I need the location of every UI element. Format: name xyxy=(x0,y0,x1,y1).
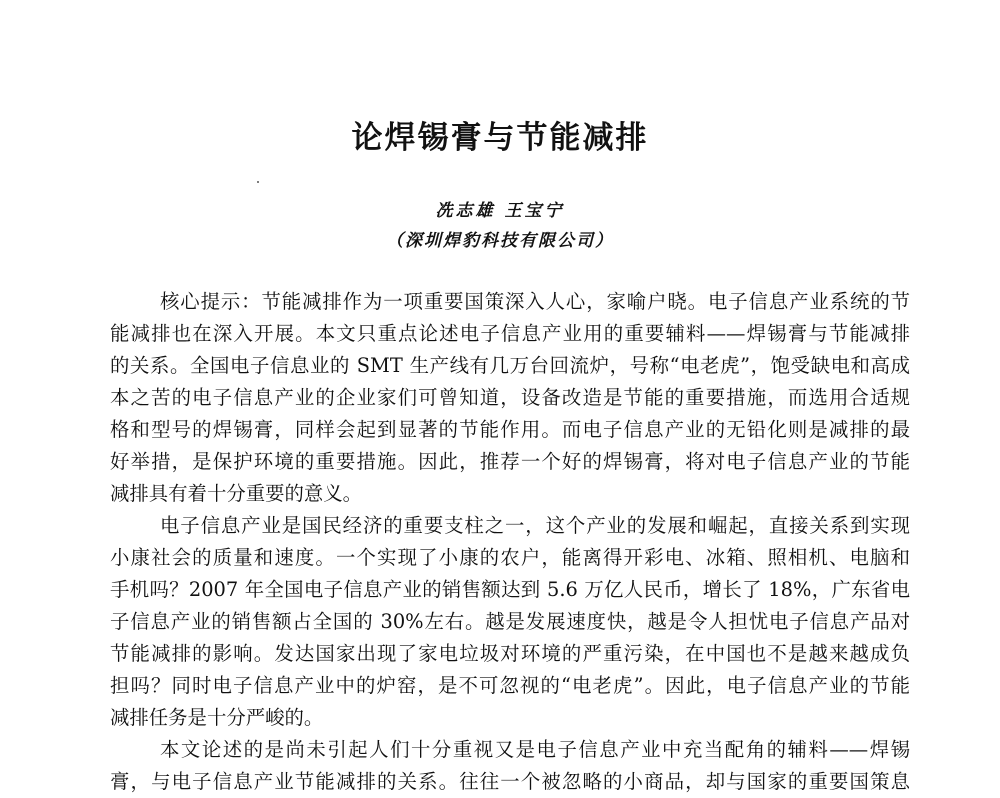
paper-body xyxy=(110,286,910,798)
body-line: 本之苦的电子信息产业的企业家们可曾知道，设备改造是节能的重要措施，而选用合适规 xyxy=(110,386,910,409)
body-line: 手机吗？2007 年全国电子信息产业的销售额达到 5.6 万亿人民币，增长了 18%，广东省电 xyxy=(110,578,910,601)
body-line: 子信息产业的销售额占全国的 30%左右。越是发展速度快，越是令人担忧电子信息产品对 xyxy=(110,610,910,633)
scan-speck xyxy=(257,181,259,183)
body-line: 的关系。全国电子信息业的 SMT 生产线有几万台回流炉，号称“电老虎”，饱受缺电和高成 xyxy=(110,354,910,377)
body-line: 本文论述的是尚未引起人们十分重视又是电子信息产业中充当配角的辅料——焊锡 xyxy=(160,738,910,761)
body-line: 膏，与电子信息产业节能减排的关系。往往一个被忽略的小商品，却与国家的重要国策息 xyxy=(110,770,910,793)
paper-title: 论焊锡膏与节能减排 xyxy=(351,120,649,156)
body-line: 好举措，是保护环境的重要措施。因此，推荐一个好的焊锡膏，将对电子信息产业的节能 xyxy=(110,450,910,473)
body-line: 减排任务是十分严峻的。 xyxy=(110,706,324,729)
body-line: 能减排也在深入开展。本文只重点论述电子信息产业用的重要辅料——焊锡膏与节能减排 xyxy=(110,322,910,345)
body-line: 减排具有着十分重要的意义。 xyxy=(110,482,363,505)
paper-affiliation: （深圳焊豹科技有限公司） xyxy=(386,231,614,251)
paper-authors: 冼志雄 王宝宁 xyxy=(435,201,565,221)
body-line: 核心提示：节能减排作为一项重要国策深入人心，家喻户晓。电子信息产业系统的节 xyxy=(160,290,910,313)
body-line: 节能减排的影响。发达国家出现了家电垃圾对环境的严重污染，在中国也不是越来越成负 xyxy=(110,642,910,665)
body-line: 电子信息产业是国民经济的重要支柱之一，这个产业的发展和崛起，直接关系到实现 xyxy=(160,514,910,537)
body-line: 担吗？同时电子信息产业中的炉窑，是不可忽视的“电老虎”。因此，电子信息产业的节能 xyxy=(110,674,910,697)
body-line: 格和型号的焊锡膏，同样会起到显著的节能作用。而电子信息产业的无铅化则是减排的最 xyxy=(110,418,910,441)
body-line: 小康社会的质量和速度。一个实现了小康的农户，能离得开彩电、冰箱、照相机、电脑和 xyxy=(110,546,910,569)
